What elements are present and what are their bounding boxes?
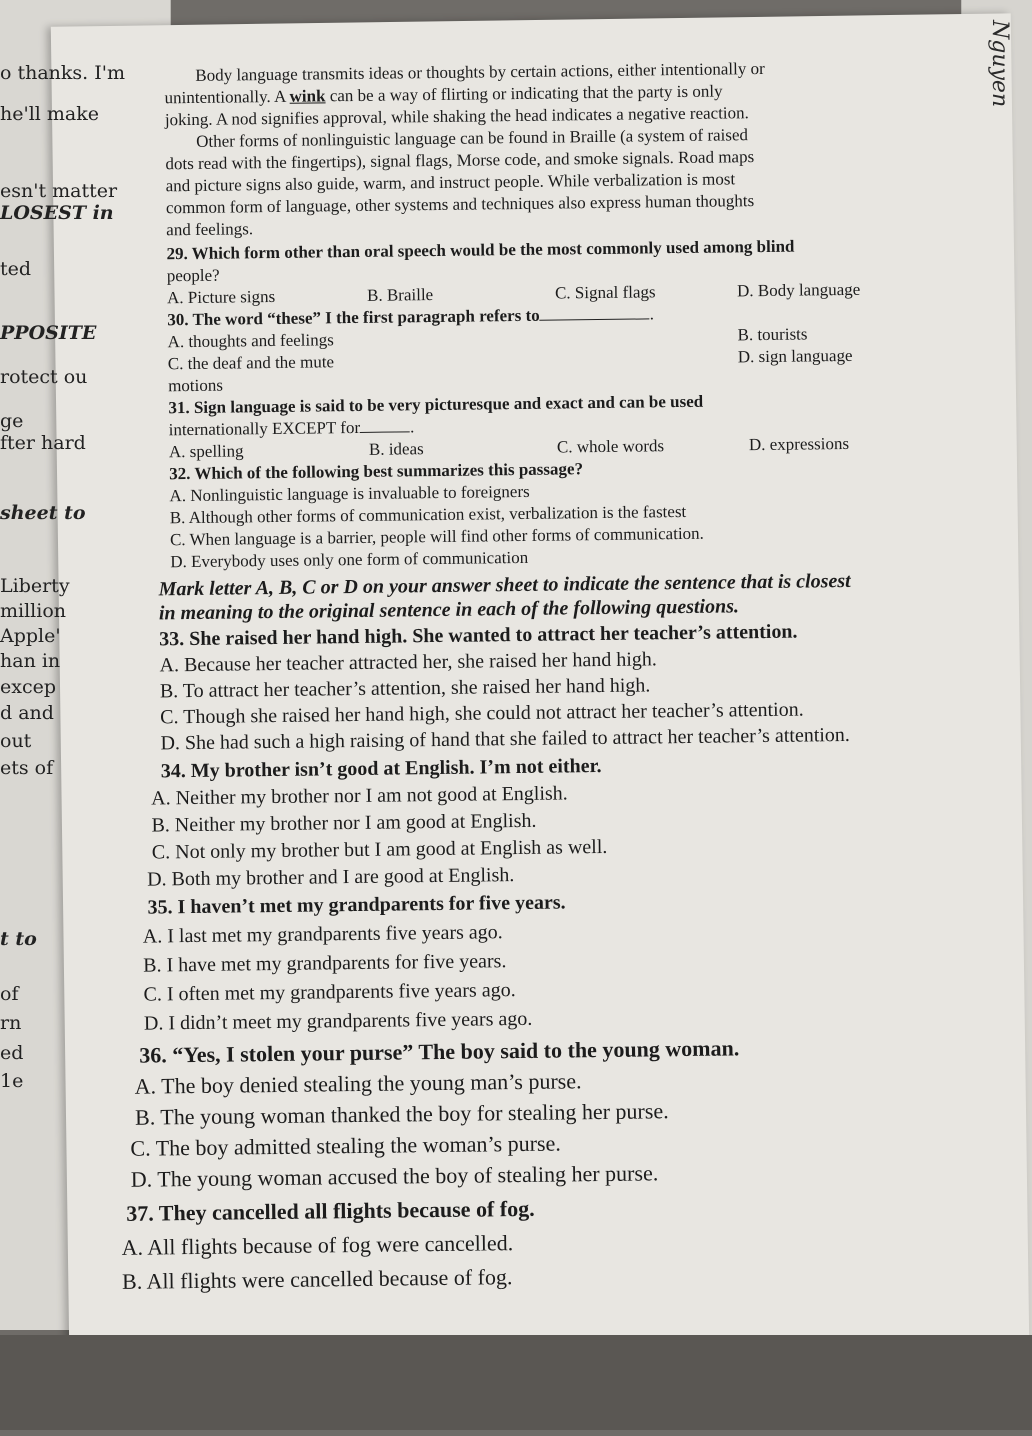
option-a: A. Picture signs: [166, 286, 276, 308]
stem-text: 30. The word “these” I the first paragraph refers to: [167, 305, 540, 330]
passage-line: and picture signs also guide, warm, and instruct people. While verbalization is most: [165, 169, 736, 196]
option-c: C. When language is a barrier, people will find other forms of communication.: [169, 523, 704, 550]
question-stem: people?: [166, 265, 220, 286]
question-stem: 32. Which of the following best summarizes this passage?: [169, 459, 584, 484]
option-b: B. The young woman thanked the boy for stealing her purse.: [134, 1098, 669, 1130]
left-fragment: o thanks. I'm: [0, 62, 126, 84]
left-fragment: d and: [0, 702, 54, 724]
stem-text: internationally EXCEPT for: [168, 417, 361, 440]
passage-text: can be a way of flirting or indicating that the party is only: [325, 81, 723, 106]
passage-line: Other forms of nonlinguistic language can be found in Braille (a system of raised: [196, 125, 749, 151]
underlined-word: wink: [289, 86, 326, 106]
question-stem: 34. My brother isn’t good at English. I’m not either.: [160, 755, 602, 783]
option-a: A. thoughts and feelings: [167, 330, 334, 352]
option-a: A. spelling: [168, 441, 244, 462]
instruction-line: Mark letter A, B, C or D on your answer sheet to indicate the sentence that is closest: [158, 569, 851, 601]
option-c: C. Not only my brother but I am good at English as well.: [151, 835, 608, 864]
question-stem: 35. I haven’t met my grandparents for five years.: [147, 891, 566, 919]
option-b: B. Although other forms of communication exist, verbalization is the fastest: [169, 501, 687, 528]
left-fragment: fter hard: [0, 432, 86, 454]
passage-line: joking. A nod signifies approval, while shaking the head indicates a negative reaction.: [164, 103, 749, 130]
left-fragment: Liberty: [0, 575, 70, 597]
option-d: D. She had such a high raising of hand that she failed to attract her teacher’s attention.: [160, 723, 850, 755]
left-fragment: excep: [0, 676, 57, 698]
left-fragment: esn't matter: [0, 180, 118, 202]
option-b: B. All flights were cancelled because of fog.: [121, 1264, 513, 1294]
passage-line: Body language transmits ideas or thoughts by certain actions, either intentionally or: [195, 58, 765, 85]
passage-line: and feelings.: [166, 219, 254, 240]
left-fragment: sheet to: [0, 502, 86, 524]
left-fragment: ets of: [0, 757, 54, 779]
left-fragment: PPOSITE: [0, 322, 97, 344]
question-stem: internationally EXCEPT for .: [168, 417, 415, 440]
option-a: A. Because her teacher attracted her, she raised her hand high.: [159, 648, 657, 677]
option-c: C. The boy admitted stealing the woman’s purse.: [130, 1130, 561, 1161]
option-b: B. Braille: [366, 285, 434, 305]
option-c: C. Signal flags: [554, 282, 656, 303]
left-fragment: ted: [0, 258, 32, 280]
option-d: D. expressions: [748, 433, 850, 455]
option-d: D. Both my brother and I are good at English.: [147, 864, 515, 891]
left-fragment: han in: [0, 650, 61, 672]
left-fragment: million: [0, 600, 66, 622]
passage-text: unintentionally. A: [164, 86, 290, 108]
left-fragment: LOSEST in: [0, 202, 114, 224]
left-fragment: out: [0, 730, 32, 752]
option-d: D. sign language: [737, 345, 853, 367]
option-c: C. whole words: [556, 436, 665, 457]
left-fragment: Apple': [0, 625, 61, 647]
stem-text: 31. Sign language is said to be very picturesque and exact and can be used: [168, 391, 704, 418]
left-fragment: rotect ou: [0, 366, 88, 388]
question-stem: 36. “Yes, I stolen your purse” The boy said to the young woman.: [139, 1035, 740, 1068]
handwritten-name: Nguyen: [987, 20, 1012, 108]
option-a: A. I last met my grandparents five years ago.: [142, 921, 503, 948]
option-b: B. I have met my grandparents for five years.: [143, 950, 507, 977]
option-a: A. Neither my brother nor I am not good at English.: [151, 782, 568, 810]
instruction-line: in meaning to the original sentence in each of the following questions.: [158, 595, 740, 625]
left-fragment: rn: [0, 1012, 22, 1034]
question-stem: 33. She raised her hand high. She wanted to attract her teacher’s attention.: [159, 620, 798, 651]
option-a: A. Nonlinguistic language is invaluable to foreigners: [169, 481, 530, 506]
option-b: B. ideas: [368, 439, 424, 459]
option-d: D. Body language: [736, 279, 861, 301]
left-fragment: t to: [0, 928, 37, 950]
option-a: A. All flights because of fog were cancelled.: [121, 1230, 514, 1260]
option-c-continued: motions: [168, 375, 224, 396]
option-d: D. Everybody uses only one form of communication: [170, 547, 529, 572]
question-stem: 30. The word “these” I the first paragraph refers to .: [167, 304, 655, 330]
question-stem: 37. They cancelled all flights because of fog.: [126, 1195, 535, 1226]
option-d: D. The young woman accused the boy of stealing her purse.: [130, 1160, 659, 1192]
option-b: B. To attract her teacher’s attention, she raised her hand high.: [159, 674, 651, 703]
question-stem: 29. Which form other than oral speech would be the most commonly used among blind: [166, 236, 795, 264]
option-b: B. Neither my brother nor I am good at English.: [151, 809, 537, 837]
passage-line: dots read with the fingertips), signal flags, Morse code, and smoke signals. Road maps: [165, 147, 755, 174]
answer-blank: [360, 431, 410, 433]
left-fragment: ed: [0, 1042, 24, 1064]
question-stem: [168, 392, 703, 419]
option-d: D. I didn’t meet my grandparents five years ago.: [143, 1007, 533, 1035]
option-a: A. The boy denied stealing the young man’s purse.: [134, 1068, 582, 1099]
option-c: C. Though she raised her hand high, she could not attract her teacher’s attention.: [160, 698, 804, 729]
left-fragment: 1e: [0, 1070, 24, 1092]
answer-blank: [540, 318, 650, 320]
left-fragment: he'll make: [0, 103, 99, 125]
left-fragment: ge: [0, 410, 24, 432]
option-c: C. the deaf and the mute: [167, 352, 335, 374]
option-b: B. tourists: [737, 324, 808, 345]
option-c: C. I often met my grandparents five years ago.: [143, 979, 516, 1006]
passage-line: common form of language, other systems and techniques also express human thoughts: [165, 191, 755, 218]
left-fragment: of: [0, 983, 19, 1005]
